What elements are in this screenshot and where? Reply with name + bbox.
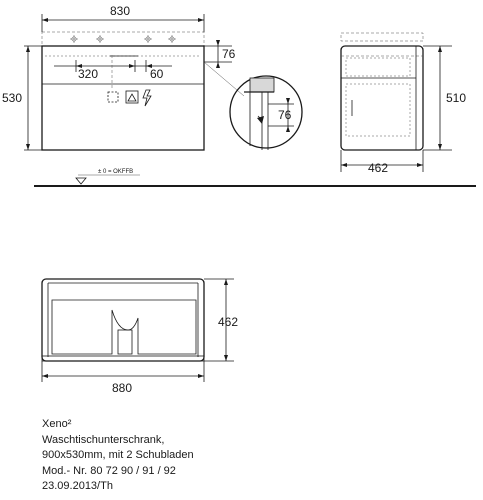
front-width-label: 830 [110,4,131,18]
side-cabinet-outline [341,46,423,150]
floor-reference [34,169,476,186]
caption-brand: Xeno² [42,418,72,430]
detail-view [204,62,302,150]
drain-offset-label: 60 [150,67,164,81]
front-height-label: 530 [2,91,23,105]
plan-view [42,279,238,395]
floor-reference-label: ± 0 = OKFFB [98,169,134,175]
drain-center-label: 320 [78,67,99,81]
basin-offset-label: 76 [222,47,236,61]
front-view [2,4,236,150]
caption-size: 900x530mm, mit 2 Schubladen [42,449,194,461]
caption-model: Mod.- Nr. 80 72 90 / 91 / 92 [42,464,176,477]
drawing-caption [42,417,194,495]
electric-symbol [143,90,151,106]
side-depth-label: 462 [368,161,389,175]
caption-date: 23.09.2013/Th [42,480,113,492]
side-view [341,33,466,175]
plan-depth-label: 462 [218,315,239,329]
outlet-symbol [108,92,118,102]
detail-offset-label: 76 [278,108,292,122]
side-height-label: 510 [446,91,467,105]
caption-product: Waschtischunterschrank, [42,433,165,446]
plan-width-label: 880 [112,381,133,395]
front-cabinet-outline [42,46,204,150]
plan-cabinet-outline [42,279,204,361]
